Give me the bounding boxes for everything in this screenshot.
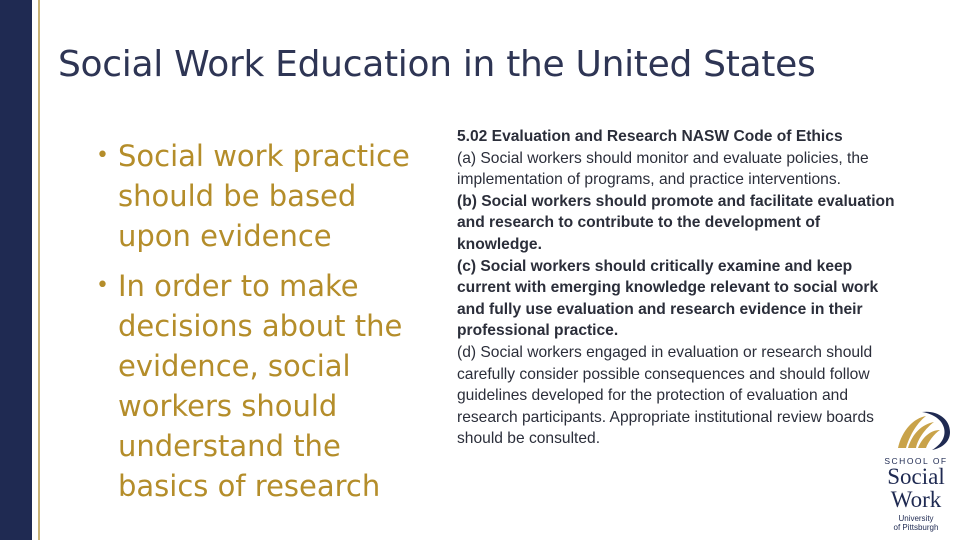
bullet-list <box>96 136 436 516</box>
left-accent-line <box>38 0 40 540</box>
ethics-item-c: (c) Social workers should critically examine and keep current with emerging knowledge relevant to social work and fully use evaluation and research evidence in their professional practice. <box>457 257 879 340</box>
bullet-text: In order to make decisions about the evidence, social workers should understand the basics of research <box>118 269 403 503</box>
ethics-item-a: (a) Social workers should monitor and evaluate policies, the implementation of programs, and practice interventions. <box>457 149 869 189</box>
logo-university <box>876 514 956 532</box>
slide-title: Social Work Education in the United States <box>58 44 816 85</box>
logo-school-of: SCHOOL OF <box>884 456 948 466</box>
bullet-item <box>96 266 436 506</box>
ethics-heading: 5.02 Evaluation and Research NASW Code of Ethics <box>457 128 843 145</box>
school-logo <box>876 408 956 534</box>
ethics-item-d: (d) Social workers engaged in evaluation or research should carefully consider possible consequences and should follow guidelines developed for the protection of evaluation and research participants. Appropriate institutional review boards should be consulted. <box>457 343 874 448</box>
bullet-item <box>96 136 436 256</box>
bullet-marker: • <box>96 273 109 298</box>
logo-social: Social <box>887 464 945 489</box>
left-accent-bar <box>0 0 32 540</box>
bullet-text: Social work practice should be based upon evidence <box>118 139 410 253</box>
logo-work: Work <box>890 487 942 512</box>
logo-university-line1: University <box>898 514 934 523</box>
logo-university-line2: of Pittsburgh <box>893 523 939 532</box>
bullet-marker: • <box>96 143 109 168</box>
code-of-ethics-text <box>457 126 897 450</box>
ethics-item-b: (b) Social workers should promote and facilitate evaluation and research to contribute to the development of knowledge. <box>457 192 895 253</box>
hands-swoosh-icon <box>892 408 952 452</box>
